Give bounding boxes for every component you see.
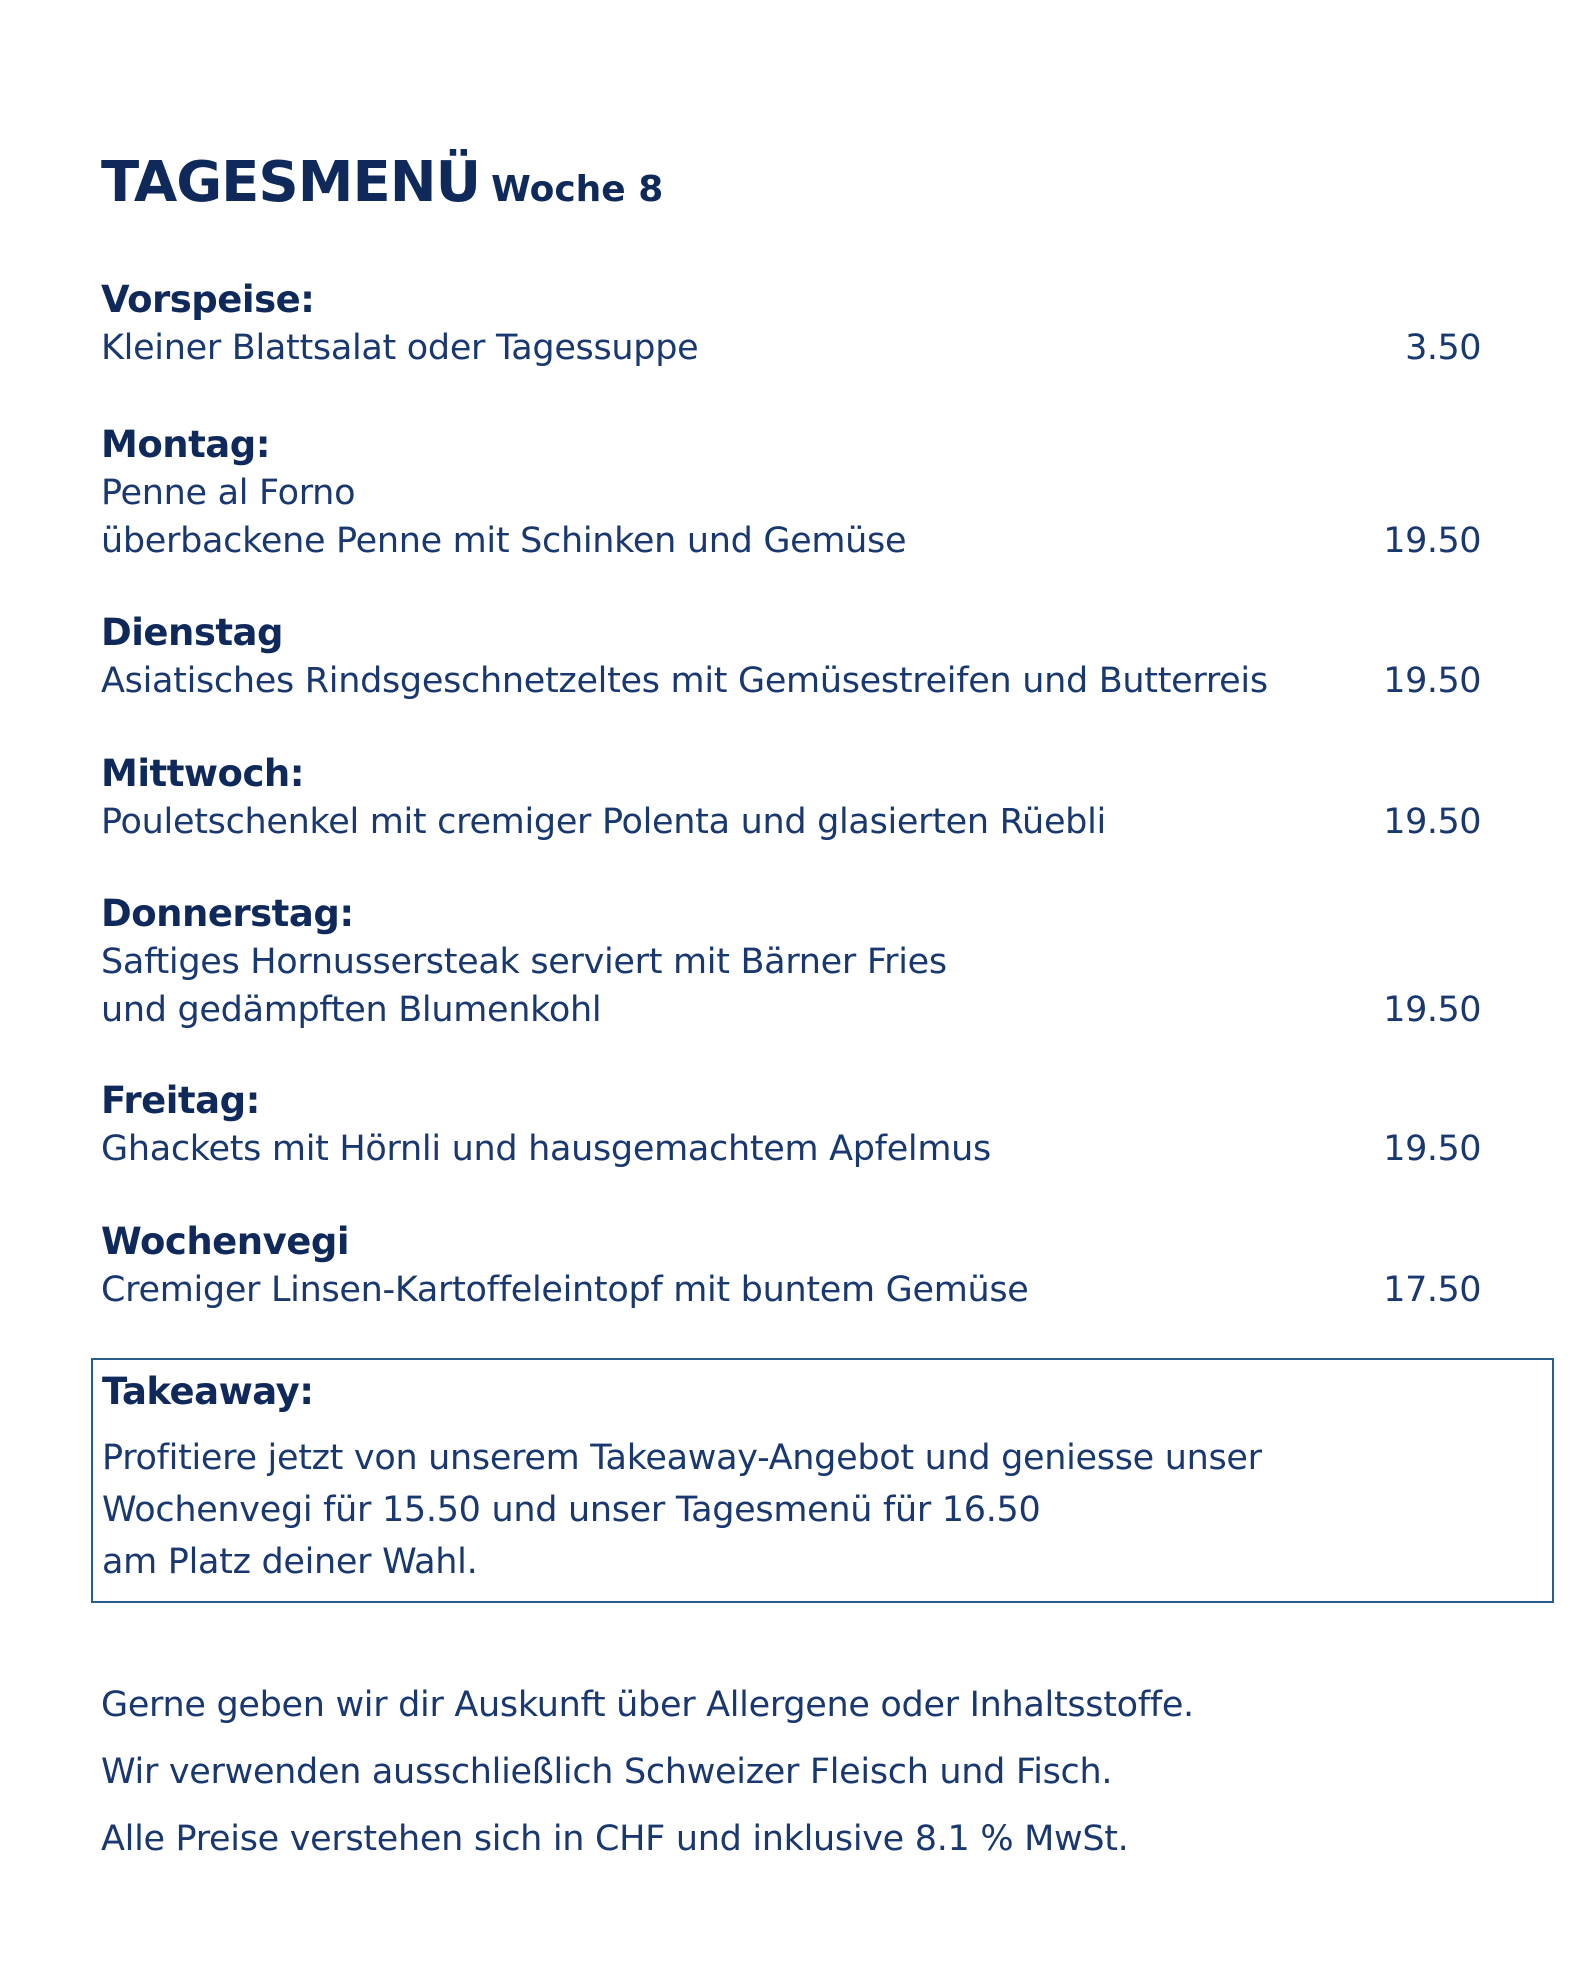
dish-price: 3.50 [1405,328,1481,368]
menu-section-wochenvegi [101,1218,1481,1314]
takeaway-text [102,1432,1262,1588]
dish-line [101,938,1481,986]
dish-description: Ghackets mit Hörnli und hausgemachtem Apfelmus [101,1129,991,1169]
dish-price: 19.50 [1383,990,1481,1030]
section-heading: Mittwoch: [101,752,305,795]
takeaway-line: am Platz deiner Wahl. [102,1542,478,1582]
dish-price: 19.50 [1383,661,1481,701]
dish-line [101,1125,1481,1173]
dish-description: Kleiner Blattsalat oder Tagessuppe [101,328,699,368]
section-heading: Montag: [101,423,271,466]
section-heading: Donnerstag: [101,892,354,935]
menu-section-vorspeise [101,276,1481,372]
title-week: Woche 8 [491,169,664,210]
title-main: TAGESMENÜ [101,150,481,215]
dish-price: 19.50 [1383,1129,1481,1169]
page-title [101,150,663,215]
dish-line [101,798,1481,846]
footer-notes [101,1672,1194,1873]
menu-section-dienstag [101,609,1481,705]
dish-description: Cremiger Linsen-Kartoffeleintopf mit buntem Gemüse [101,1270,1029,1310]
menu-section-montag [101,421,1481,565]
dish-line [101,986,1481,1034]
section-heading: Vorspeise: [101,278,315,321]
dish-description: überbackene Penne mit Schinken und Gemüse [101,521,907,561]
section-heading: Wochenvegi [101,1220,350,1263]
footer-line: Alle Preise verstehen sich in CHF und inklusive 8.1 % MwSt. [101,1819,1129,1859]
menu-section-mittwoch [101,750,1481,846]
dish-description: und gedämpften Blumenkohl [101,990,602,1030]
section-heading: Freitag: [101,1079,260,1122]
menu-section-freitag [101,1077,1481,1173]
dish-line [101,517,1481,565]
takeaway-heading: Takeaway: [102,1370,314,1413]
dish-price: 19.50 [1383,521,1481,561]
dish-line [101,657,1481,705]
dish-line [101,469,1481,517]
dish-price: 19.50 [1383,802,1481,842]
dish-price: 17.50 [1383,1270,1481,1310]
takeaway-line: Profitiere jetzt von unserem Takeaway-Angebot und geniesse unser [102,1438,1262,1478]
dish-description: Pouletschenkel mit cremiger Polenta und glasierten Rüebli [101,802,1106,842]
section-heading: Dienstag [101,611,283,654]
dish-description: Asiatisches Rindsgeschnetzeltes mit Gemüsestreifen und Butterreis [101,661,1268,701]
takeaway-box [91,1358,1554,1603]
footer-line: Wir verwenden ausschließlich Schweizer Fleisch und Fisch. [101,1752,1113,1792]
dish-name: Saftiges Hornussersteak serviert mit Bärner Fries [101,942,947,982]
takeaway-line: Wochenvegi für 15.50 und unser Tagesmenü für 16.50 [102,1490,1041,1530]
dish-line [101,324,1481,372]
dish-line [101,1266,1481,1314]
footer-line: Gerne geben wir dir Auskunft über Allergene oder Inhaltsstoffe. [101,1685,1194,1725]
menu-section-donnerstag [101,890,1481,1034]
dish-name: Penne al Forno [101,473,356,513]
